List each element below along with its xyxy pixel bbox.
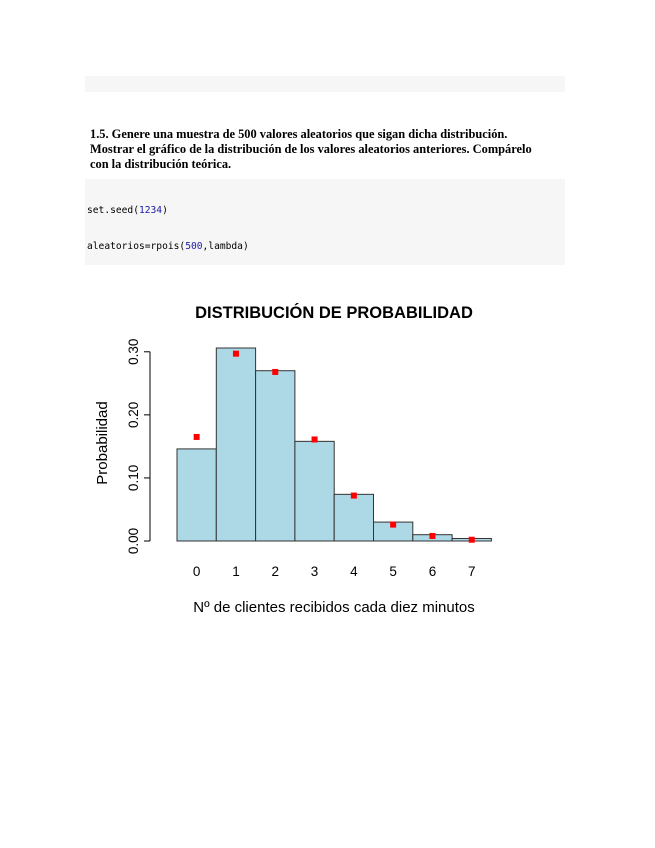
x-tick-labels bbox=[193, 564, 476, 579]
x-tick-label: 5 bbox=[389, 564, 397, 579]
section-heading: 1.5. Genere una muestra de 500 valores aleatorios que sigan dicha distribución. Mostrar el gráfico de la distribución de los valores aleatorios anteriores. Compárelo con la distribución teórica. bbox=[90, 127, 532, 171]
point-1 bbox=[233, 351, 239, 357]
point-7 bbox=[469, 537, 475, 543]
bar-2 bbox=[256, 371, 295, 541]
code-line-2: aleatorios=rpois(500,lambda) bbox=[87, 241, 249, 252]
bar-1 bbox=[216, 348, 255, 541]
probability-barplot bbox=[80, 290, 520, 630]
point-0 bbox=[194, 434, 200, 440]
y-axis bbox=[126, 339, 150, 554]
point-2 bbox=[272, 369, 278, 375]
bar-4 bbox=[334, 494, 373, 541]
bar-0 bbox=[177, 449, 216, 541]
x-tick-label: 6 bbox=[428, 564, 437, 579]
code-line-1: set.seed(1234) bbox=[87, 205, 168, 216]
point-6 bbox=[429, 533, 435, 539]
x-tick-label: 1 bbox=[232, 564, 240, 579]
y-tick-label: 0.10 bbox=[126, 464, 141, 492]
point-4 bbox=[351, 493, 357, 499]
output-block bbox=[85, 76, 565, 92]
x-tick-label: 7 bbox=[467, 564, 476, 579]
chart-title: DISTRIBUCIÓN DE PROBABILIDAD bbox=[195, 304, 473, 322]
bar-3 bbox=[295, 441, 334, 541]
x-axis-label: Nº de clientes recibidos cada diez minutos bbox=[193, 599, 475, 616]
y-axis-label: Probabilidad bbox=[94, 401, 111, 485]
x-tick-label: 4 bbox=[350, 564, 358, 579]
x-tick-label: 0 bbox=[192, 564, 201, 579]
y-tick-label: 0.20 bbox=[126, 401, 141, 428]
code-block bbox=[85, 179, 565, 265]
y-tick-label: 0.30 bbox=[126, 338, 141, 365]
point-5 bbox=[390, 522, 396, 528]
bars-group bbox=[177, 348, 491, 541]
x-tick-label: 2 bbox=[271, 564, 280, 579]
y-tick-label: 0.00 bbox=[126, 527, 141, 555]
point-3 bbox=[312, 436, 318, 442]
x-tick-label: 3 bbox=[310, 564, 319, 579]
